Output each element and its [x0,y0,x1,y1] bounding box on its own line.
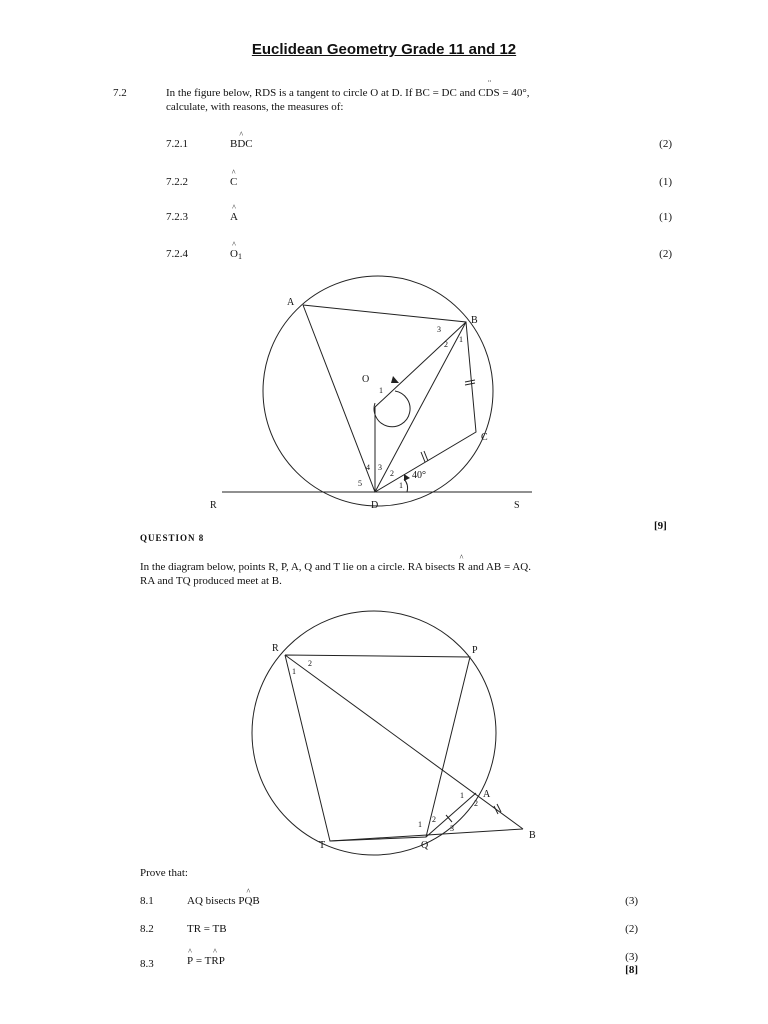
angle-label-a2: 2 [474,799,478,808]
item-number: 8.2 [140,923,154,935]
angle-label-r1: 1 [292,667,296,676]
angle-label-d4: 4 [366,463,370,472]
angle-post: C [245,138,253,150]
angle-label-q2: 2 [432,815,436,824]
point-label-r: R [210,500,217,511]
tick-dc [421,452,425,462]
tick-bc-2 [465,383,475,385]
angle-label-b1: 1 [459,335,463,344]
angle-vertex: ^ D [237,137,245,151]
page-title: Euclidean Geometry Grade 11 and 12 [251,41,517,58]
item-angle [230,210,238,224]
angle-vertex: ^ Q [244,894,252,908]
angle-letter-hat: ¨ D [486,86,494,100]
circle-rpaqt [252,611,496,855]
angle-label-d5: 5 [358,479,362,488]
arrowhead-d [404,474,410,481]
question-number: 7.2 [113,87,127,99]
segment-qa [426,793,476,837]
angle-label-o1: 1 [379,386,383,395]
question-8-intro-line2: RA and TQ produced meet at B. [140,575,282,587]
item-marks: (2) [625,923,638,935]
quad-abcd [303,305,476,492]
question-8-total: [8] [625,964,638,976]
angle-letter: S [493,87,500,99]
angle-vertex: ^ C [230,175,237,189]
angle-vertex: ^ R [211,954,218,968]
point-label-r: R [272,643,279,654]
item-marks: (3) [625,951,638,963]
prove-label: Prove that: [140,867,188,879]
intro-text-a: In the figure below, RDS is a tangent to circle O at D. If BC = DC and [166,87,479,99]
angle-label-b3: 3 [437,325,441,334]
statement-text-b: = T [193,955,212,967]
point-label-p: P [472,645,478,656]
tick-bc [465,380,475,382]
angle-label-d3: 3 [378,463,382,472]
quad-rpqt [285,655,470,841]
item-marks: (1) [659,176,672,188]
item-angle [230,137,253,151]
point-label-q: Q [421,840,429,851]
angle-label-q3: 3 [450,824,454,833]
intro-text-b: = 40°, [499,87,530,99]
question-7-total: [9] [654,520,667,532]
segment-ob [375,322,466,407]
item-marks: (1) [659,211,672,223]
arrowhead-o1 [391,376,399,383]
item-marks: (3) [625,895,638,907]
angle-vertex: ^ O [230,247,238,261]
item-number: 8.3 [140,958,154,970]
item-marks: (2) [659,138,672,150]
point-label-a: A [483,789,491,800]
point-label-c: C [481,432,488,443]
angle-pre: B [230,138,238,150]
item-number: 7.2.4 [166,248,188,260]
tick-dc-2 [424,451,428,461]
angle-label-d2: 2 [390,469,394,478]
intro-text-b: and AB = AQ. [465,561,531,573]
angle-arc-o1 [374,391,410,427]
angle-label-a1: 1 [460,791,464,800]
statement-text-b: B [252,895,260,907]
question-intro-line1 [166,86,529,100]
question-intro-line2: calculate, with reasons, the measures of: [166,101,344,113]
item-number: 7.2.1 [166,138,188,150]
segment-rb [285,655,523,829]
angle-label-d1: 1 [399,481,403,490]
angle-arc-d [404,479,408,492]
segment-bd [375,322,466,492]
angle-letter: C [478,87,486,99]
question-8-intro-line1 [140,560,531,574]
tick-qa [446,815,452,822]
angle-label-q1: 1 [418,820,422,829]
angle-vertex: ^ P [187,954,193,968]
given-angle-label: 40° [412,470,426,481]
item-statement: TR = TB [187,923,227,935]
circle-o [263,276,493,506]
angle-label-b2: 2 [444,340,448,349]
point-label-b: B [471,315,478,326]
item-statement [187,954,225,968]
item-angle [230,175,237,189]
intro-text-a: In the diagram below, points R, P, A, Q and T lie on a circle. RA bisects [140,561,458,573]
point-label-a: A [287,297,295,308]
item-number: 8.1 [140,895,154,907]
question-8-heading: QUESTION 8 [140,533,205,543]
statement-text-c: P [218,955,225,967]
point-label-b: B [529,830,536,841]
tick-ab [494,806,498,814]
item-number: 7.2.3 [166,211,188,223]
statement-text-a: AQ bisects P [187,895,245,907]
point-label-o: O [362,374,370,385]
angle-subscript: 1 [237,252,242,261]
angle-label-r2: 2 [308,659,312,668]
point-label-d: D [371,500,379,511]
segment-tb [330,829,523,841]
item-marks: (2) [659,248,672,260]
tick-ab-2 [497,804,501,812]
angle-vertex: ^ A [230,210,238,224]
point-label-t: T [319,840,326,851]
item-number: 7.2.2 [166,176,188,188]
item-angle [230,247,242,264]
point-label-s: S [514,500,520,511]
angle-vertex: ^ R [458,560,465,574]
item-statement [187,894,260,908]
